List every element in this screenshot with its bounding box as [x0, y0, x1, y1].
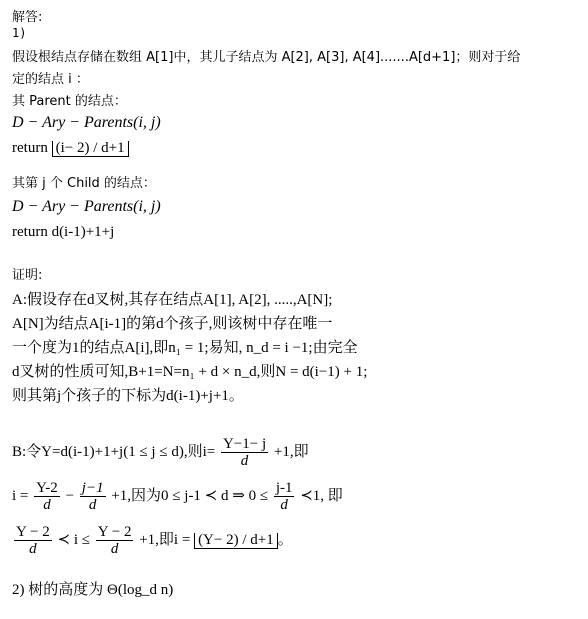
proof-b-line-2: i = $\frac{Y-2}{d}$ − $\frac{j-1}{d}$ +1,因为0 ≤ j-1 ≺ d ⇒ 0 ≤ $\frac{j-1}{d}$ ≺1, 即: [12, 480, 343, 513]
proof-b-line-3: $\frac{Y - 2}{d}$ ≺ i ≤ $\frac{Y - 2}{d}$ +1,即i = (Y− 2) / d+1 。: [16, 524, 293, 557]
parent-function-name: D − Ary − Parents(i, j): [12, 114, 161, 131]
proof-a-line-3: 一个度为1的结点A[i],即n₁ = 1;易知, n_d = i −1;由完全: [12, 340, 358, 356]
part1-label: 1): [12, 26, 27, 40]
parent-heading: 其 Parent 的结点：: [12, 94, 127, 109]
intro-line-1: 假设根结点存储在数组 A[1]中，其儿子结点为 A[2], A[3], A[4].......A[d+1]；则对于给: [12, 50, 521, 65]
intro-line-2: 定的结点 i ：: [12, 72, 89, 87]
fraction: $\frac{j-1}{d}$: [81, 480, 104, 513]
child-return-line: return d(i-1)+1+j: [12, 224, 115, 240]
parent-return-line: [12, 140, 129, 157]
child-function-name: D − Ary − Parents(i, j): [12, 198, 161, 215]
answer-label: 解答:: [12, 10, 43, 25]
floor-expression: (Y− 2) / d+1: [194, 533, 278, 549]
fraction: $\frac{Y - 2}{d}$: [97, 524, 132, 557]
proof-label: 证明:: [12, 268, 43, 283]
proof-b-line-1: B:令Y=d(i-1)+1+j(1 ≤ j ≤ d),则i= $\frac{Y-1- j}{d}$ +1,即: [12, 436, 309, 469]
floor-expression: (i− 2) / d+1: [52, 141, 129, 157]
fraction: $\frac{Y - 2}{d}$: [16, 524, 50, 557]
fraction: $\frac{j-1}{d}$: [275, 480, 293, 513]
part2-line: 2) 树的高度为 Θ(log_d n): [12, 582, 174, 598]
proof-a-line-4: d叉树的性质可知,B+1=N=n₁ + d × n_d,则N = d(i−1) + 1;: [12, 364, 368, 380]
proof-a-line-1: A:假设存在d叉树,其存在结点A[1], A[2], .....,A[N];: [12, 292, 333, 308]
fraction: $\frac{Y-1- j}{d}$: [222, 436, 267, 469]
return-keyword: return: [12, 140, 48, 156]
child-heading: 其第 j 个 Child 的结点：: [12, 176, 156, 191]
proof-a-line-5: 则其第j个孩子的下标为d(i-1)+j+1。: [12, 388, 244, 404]
fraction: $\frac{Y-2}{d}$: [36, 480, 58, 513]
proof-a-line-2: A[N]为结点A[i-1]的第d个孩子,则该树中存在唯一: [12, 316, 333, 332]
